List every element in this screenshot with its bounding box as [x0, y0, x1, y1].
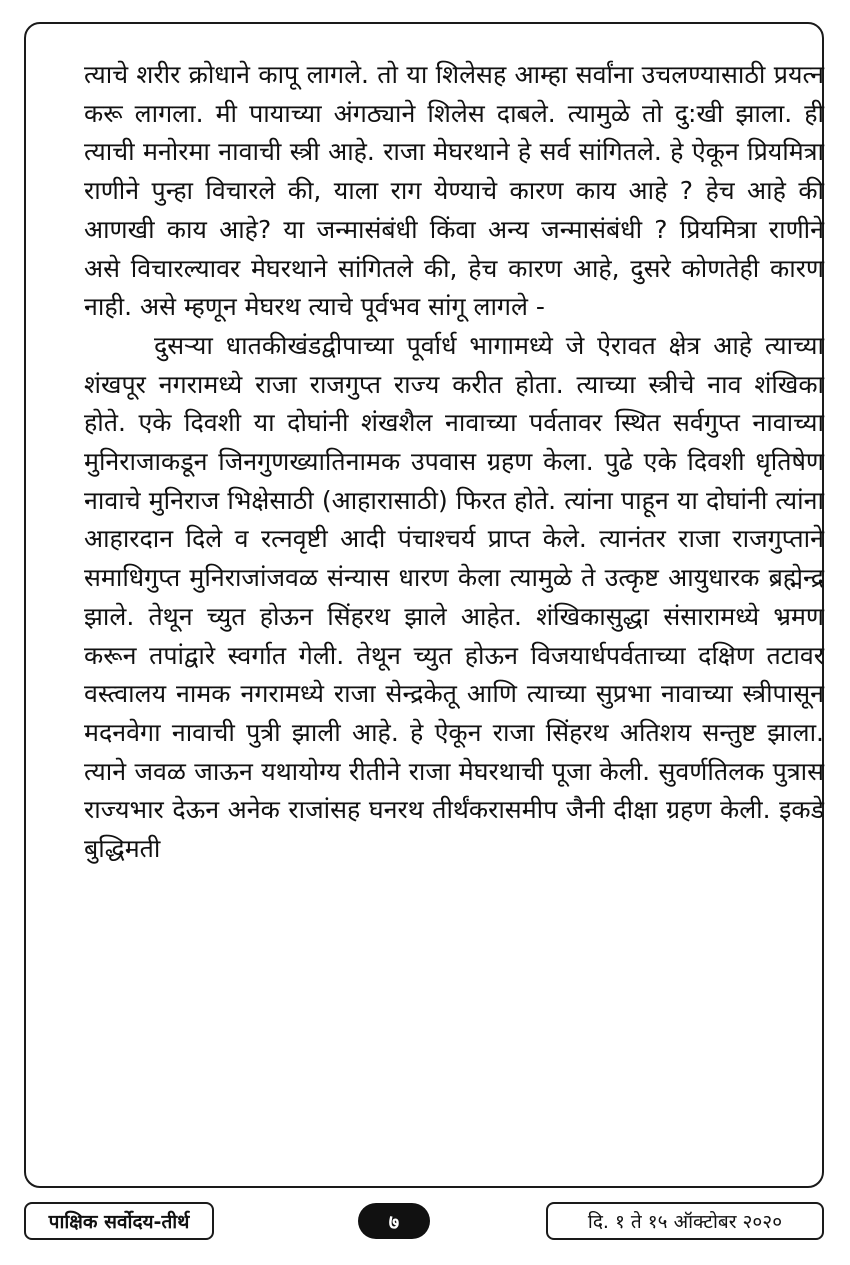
publication-name: पाक्षिक सर्वोदय-तीर्थ	[48, 1211, 190, 1233]
publication-name-box	[24, 1202, 214, 1240]
paragraph-1: त्याचे शरीर क्रोधाने कापू लागले. तो या शिलेसह आम्हा सर्वांना उचलण्यासाठी प्रयत्न करू लागला. मी पायाच्या अंगठ्याने शिलेस दाबले. त्यामुळे तो दु:खी झाला. ही त्याची मनोरमा नावाची स्त्री आहे. राजा मेघरथाने हे सर्व सांगितले. हे ऐकून प्रियमित्रा राणीने पुन्हा विचारले की, याला राग येण्याचे कारण काय आहे ? हेच आहे की आणखी काय आहे? या जन्मासंबंधी किंवा अन्य जन्मासंबंधी ? प्रियमित्रा राणीने असे विचारल्यावर मेघरथाने सांगितले की, हेच कारण आहे, दुसरे कोणतेही कारण नाही. असे म्हणून मेघरथ त्याचे पूर्वभव सांगू लागले -	[84, 60, 824, 322]
content-frame	[24, 22, 824, 1188]
paragraph-2: दुसऱ्या धातकीखंडद्वीपाच्या पूर्वार्ध भागामध्ये जे ऐरावत क्षेत्र आहे त्याच्या शंखपूर नगरामध्ये राजा राजगुप्त राज्य करीत होता. त्याच्या स्त्रीचे नाव शंखिका होते. एके दिवशी या दोघांनी शंखशैल नावाच्या पर्वतावर स्थित सर्वगुप्त नावाच्या मुनिराजाकडून जिनगुणख्यातिनामक उपवास ग्रहण केला. पुढे एके दिवशी धृतिषेण नावाचे मुनिराज भिक्षेसाठी (आहारासाठी) फिरत होते. त्यांना पाहून या दोघांनी त्यांना आहारदान दिले व रत्नवृष्टी आदी पंचाश्चर्य प्राप्त केले. त्यानंतर राजा राजगुप्ताने समाधिगुप्त मुनिराजांजवळ संन्यास धारण केला त्यामुळे ते उत्कृष्ट आयुधारक ब्रह्मेन्द्र झाले. तेथून च्युत होऊन सिंहरथ झाले आहेत. शंखिकासुद्धा संसारामध्ये भ्रमण करून तपांद्वारे स्वर्गात गेली. तेथून च्युत होऊन विजयार्धपर्वताच्या दक्षिण तटावर वस्त्वालय नामक नगरामध्ये राजा सेन्द्रकेतू आणि त्याच्या सुप्रभा नावाच्या स्त्रीपासून मदनवेगा नावाची पुत्री झाली आहे. हे ऐकून राजा सिंहरथ अतिशय सन्तुष्ट झाला. त्याने जवळ जाऊन यथायोग्य रीतीने राजा मेघरथाची पूजा केली. सुवर्णतिलक पुत्रास राज्यभार देऊन अनेक राजांसह घनरथ तीर्थंकरासमीप जैनी दीक्षा ग्रहण केली. इकडे बुद्धिमती	[84, 330, 824, 864]
page-number-badge	[358, 1203, 430, 1239]
issue-date-box	[546, 1202, 824, 1240]
page-number: ७	[388, 1209, 400, 1234]
issue-date: दि. १ ते १५ ऑक्टोबर २०२०	[587, 1211, 783, 1233]
body-text	[84, 56, 824, 869]
